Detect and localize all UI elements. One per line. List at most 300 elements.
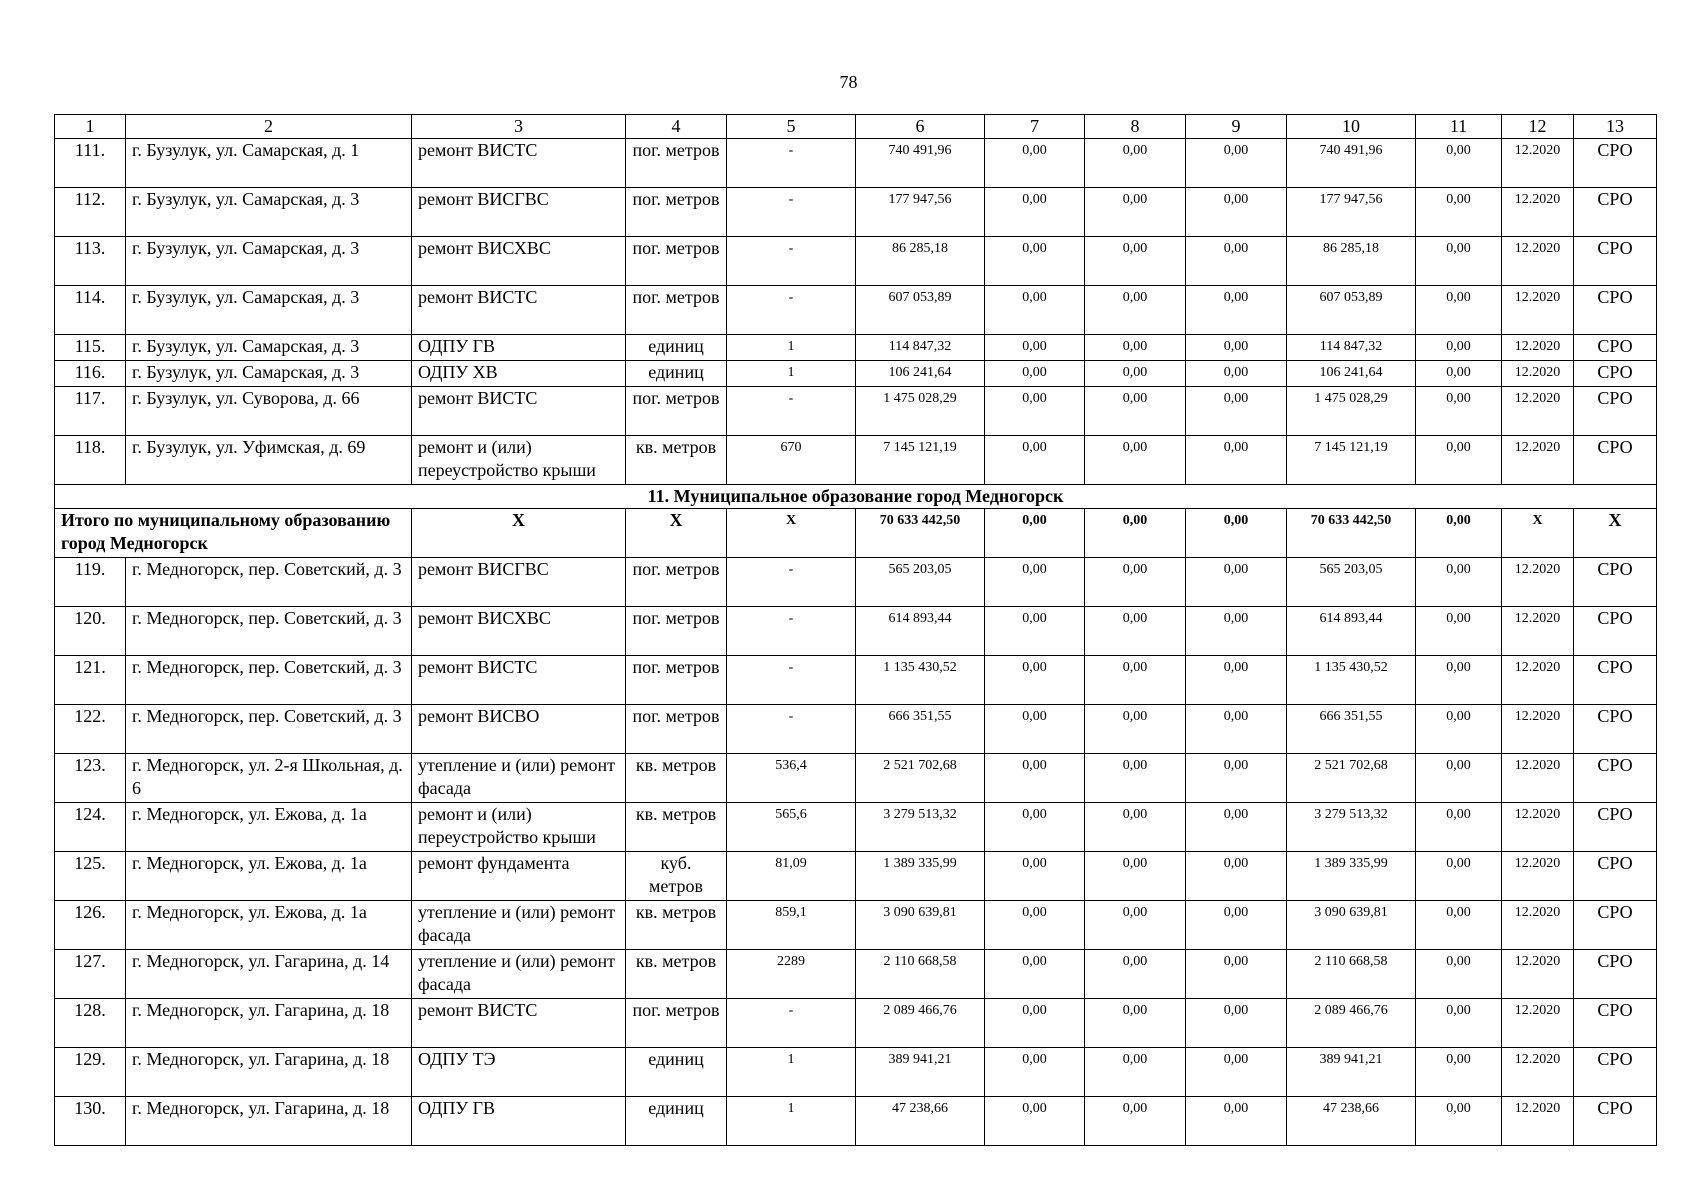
fund-cost-cell: 106 241,64 [1287,361,1416,387]
operator-cell: СРО [1574,558,1657,607]
quantity-cell: - [727,286,856,335]
col11-cell: 0,00 [1416,558,1502,607]
col11-cell: 0,00 [1416,754,1502,803]
fund-cost-cell: 3 090 639,81 [1287,901,1416,950]
col7-cell: 0,00 [985,803,1085,852]
total-col11: 0,00 [1416,509,1502,558]
row-number: 116. [55,361,126,387]
col8-cell: 0,00 [1085,852,1186,901]
col9-cell: 0,00 [1186,705,1287,754]
operator-cell: СРО [1574,803,1657,852]
deadline-cell: 12.2020 [1502,436,1574,485]
col11-cell: 0,00 [1416,705,1502,754]
quantity-cell: - [727,237,856,286]
col8-cell: 0,00 [1085,361,1186,387]
quantity-cell: - [727,656,856,705]
operator-cell: СРО [1574,335,1657,361]
table-row [55,361,1657,387]
col11-cell: 0,00 [1416,999,1502,1048]
unit-cell: кв. метров [626,754,727,803]
row-number: 113. [55,237,126,286]
col11-cell: 0,00 [1416,139,1502,188]
address-cell: г. Бузулук, ул. Самарская, д. 1 [126,139,412,188]
work-type-cell: ремонт ВИСХВС [412,607,626,656]
table-row [55,558,1657,607]
col8-cell: 0,00 [1085,188,1186,237]
fund-cost-cell: 666 351,55 [1287,705,1416,754]
unit-cell: единиц [626,361,727,387]
work-type-cell: ремонт и (или) переустройство крыши [412,803,626,852]
column-header-11: 11 [1416,115,1502,139]
row-number: 127. [55,950,126,999]
deadline-cell: 12.2020 [1502,656,1574,705]
column-header-10: 10 [1287,115,1416,139]
col11-cell: 0,00 [1416,803,1502,852]
fund-cost-cell: 607 053,89 [1287,286,1416,335]
col9-cell: 0,00 [1186,1097,1287,1146]
table-row [55,656,1657,705]
col11-cell: 0,00 [1416,656,1502,705]
page-number: 78 [839,72,858,92]
unit-cell: кв. метров [626,950,727,999]
operator-cell: СРО [1574,361,1657,387]
row-number: 118. [55,436,126,485]
row-number: 120. [55,607,126,656]
total-cost-cell: 607 053,89 [856,286,985,335]
row-number: 114. [55,286,126,335]
unit-cell: пог. метров [626,607,727,656]
quantity-cell: 565,6 [727,803,856,852]
fund-cost-cell: 2 521 702,68 [1287,754,1416,803]
total-cost-cell: 565 203,05 [856,558,985,607]
work-type-cell: ремонт ВИСВО [412,705,626,754]
col11-cell: 0,00 [1416,335,1502,361]
work-type-cell: ремонт ВИСТС [412,286,626,335]
col11-cell: 0,00 [1416,387,1502,436]
operator-cell: СРО [1574,237,1657,286]
unit-cell: пог. метров [626,999,727,1048]
address-cell: г. Медногорск, ул. 2-я Школьная, д. 6 [126,754,412,803]
work-type-cell: ремонт фундамента [412,852,626,901]
col7-cell: 0,00 [985,387,1085,436]
col7-cell: 0,00 [985,754,1085,803]
deadline-cell: 12.2020 [1502,803,1574,852]
table-row [55,139,1657,188]
col8-cell: 0,00 [1085,754,1186,803]
table-row [55,705,1657,754]
quantity-cell: - [727,387,856,436]
row-number: 119. [55,558,126,607]
deadline-cell: 12.2020 [1502,387,1574,436]
table-row [55,803,1657,852]
section-title-row [55,485,1657,509]
column-number-row [55,115,1657,139]
address-cell: г. Медногорск, пер. Советский, д. 3 [126,607,412,656]
total-cost-cell: 666 351,55 [856,705,985,754]
col9-cell: 0,00 [1186,286,1287,335]
fund-cost-cell: 1 135 430,52 [1287,656,1416,705]
row-number: 122. [55,705,126,754]
deadline-cell: 12.2020 [1502,999,1574,1048]
table-row [55,286,1657,335]
row-number: 117. [55,387,126,436]
work-type-cell: ремонт ВИСТС [412,656,626,705]
address-cell: г. Медногорск, пер. Советский, д. 3 [126,558,412,607]
table-row [55,607,1657,656]
col8-cell: 0,00 [1085,803,1186,852]
table-row [55,1048,1657,1097]
row-number: 111. [55,139,126,188]
deadline-cell: 12.2020 [1502,950,1574,999]
col9-cell: 0,00 [1186,188,1287,237]
deadline-cell: 12.2020 [1502,335,1574,361]
address-cell: г. Бузулук, ул. Самарская, д. 3 [126,237,412,286]
fund-cost-cell: 3 279 513,32 [1287,803,1416,852]
col7-cell: 0,00 [985,999,1085,1048]
col9-cell: 0,00 [1186,901,1287,950]
col9-cell: 0,00 [1186,950,1287,999]
row-number: 130. [55,1097,126,1146]
fund-cost-cell: 1 475 028,29 [1287,387,1416,436]
quantity-cell: 859,1 [727,901,856,950]
col11-cell: 0,00 [1416,1048,1502,1097]
col11-cell: 0,00 [1416,607,1502,656]
total-cost-cell: 2 521 702,68 [856,754,985,803]
total-cost-cell: 177 947,56 [856,188,985,237]
column-header-12: 12 [1502,115,1574,139]
column-header-2: 2 [126,115,412,139]
col9-cell: 0,00 [1186,387,1287,436]
deadline-cell: 12.2020 [1502,361,1574,387]
deadline-cell: 12.2020 [1502,188,1574,237]
work-type-cell: ремонт ВИСГВС [412,558,626,607]
address-cell: г. Медногорск, ул. Гагарина, д. 18 [126,1097,412,1146]
work-type-cell: ремонт и (или) переустройство крыши [412,436,626,485]
col7-cell: 0,00 [985,335,1085,361]
col11-cell: 0,00 [1416,901,1502,950]
deadline-cell: 12.2020 [1502,286,1574,335]
col11-cell: 0,00 [1416,950,1502,999]
unit-cell: пог. метров [626,558,727,607]
row-number: 129. [55,1048,126,1097]
address-cell: г. Бузулук, ул. Самарская, д. 3 [126,361,412,387]
deadline-cell: 12.2020 [1502,607,1574,656]
address-cell: г. Медногорск, ул. Гагарина, д. 18 [126,1048,412,1097]
operator-cell: СРО [1574,436,1657,485]
col9-cell: 0,00 [1186,607,1287,656]
address-cell: г. Бузулук, ул. Самарская, д. 3 [126,286,412,335]
col9-cell: 0,00 [1186,999,1287,1048]
col9-cell: 0,00 [1186,754,1287,803]
section-title: 11. Муниципальное образование город Медногорск [55,485,1657,509]
deadline-cell: 12.2020 [1502,1048,1574,1097]
fund-cost-cell: 177 947,56 [1287,188,1416,237]
fund-cost-cell: 2 089 466,76 [1287,999,1416,1048]
unit-cell: пог. метров [626,387,727,436]
total-cost-cell: 1 475 028,29 [856,387,985,436]
work-type-cell: утепление и (или) ремонт фасада [412,901,626,950]
column-header-1: 1 [55,115,126,139]
total-cost-cell: 740 491,96 [856,139,985,188]
row-number: 123. [55,754,126,803]
fund-cost-cell: 7 145 121,19 [1287,436,1416,485]
fund-cost-cell: 47 238,66 [1287,1097,1416,1146]
operator-cell: СРО [1574,901,1657,950]
total-col13: Х [1574,509,1657,558]
row-number: 124. [55,803,126,852]
operator-cell: СРО [1574,188,1657,237]
table-row [55,1097,1657,1146]
address-cell: г. Медногорск, ул. Гагарина, д. 18 [126,999,412,1048]
unit-cell: кв. метров [626,803,727,852]
col8-cell: 0,00 [1085,387,1186,436]
total-col10: 70 633 442,50 [1287,509,1416,558]
total-row [55,509,1657,558]
col7-cell: 0,00 [985,705,1085,754]
col9-cell: 0,00 [1186,139,1287,188]
address-cell: г. Бузулук, ул. Суворова, д. 66 [126,387,412,436]
work-type-cell: утепление и (или) ремонт фасада [412,754,626,803]
col8-cell: 0,00 [1085,1048,1186,1097]
address-cell: г. Медногорск, ул. Ежова, д. 1а [126,901,412,950]
row-number: 126. [55,901,126,950]
table-row [55,852,1657,901]
quantity-cell: - [727,999,856,1048]
col7-cell: 0,00 [985,361,1085,387]
unit-cell: единиц [626,335,727,361]
work-type-cell: ремонт ВИСГВС [412,188,626,237]
address-cell: г. Бузулук, ул. Уфимская, д. 69 [126,436,412,485]
quantity-cell: 81,09 [727,852,856,901]
operator-cell: СРО [1574,1048,1657,1097]
col9-cell: 0,00 [1186,1048,1287,1097]
total-cost-cell: 389 941,21 [856,1048,985,1097]
table-row [55,436,1657,485]
fund-cost-cell: 86 285,18 [1287,237,1416,286]
total-cost-cell: 3 090 639,81 [856,901,985,950]
total-cost-cell: 1 389 335,99 [856,852,985,901]
total-cost-cell: 2 089 466,76 [856,999,985,1048]
deadline-cell: 12.2020 [1502,901,1574,950]
col11-cell: 0,00 [1416,188,1502,237]
unit-cell: единиц [626,1048,727,1097]
total-col12: Х [1502,509,1574,558]
total-cost-cell: 106 241,64 [856,361,985,387]
col8-cell: 0,00 [1085,335,1186,361]
col8-cell: 0,00 [1085,705,1186,754]
operator-cell: СРО [1574,705,1657,754]
deadline-cell: 12.2020 [1502,1097,1574,1146]
work-type-cell: ремонт ВИСТС [412,387,626,436]
fund-cost-cell: 114 847,32 [1287,335,1416,361]
unit-cell: кв. метров [626,436,727,485]
table-row [55,950,1657,999]
deadline-cell: 12.2020 [1502,705,1574,754]
table-row [55,901,1657,950]
unit-cell: пог. метров [626,705,727,754]
quantity-cell: 1 [727,1048,856,1097]
total-cost-cell: 86 285,18 [856,237,985,286]
fund-cost-cell: 1 389 335,99 [1287,852,1416,901]
total-col7: 0,00 [985,509,1085,558]
col7-cell: 0,00 [985,558,1085,607]
col8-cell: 0,00 [1085,901,1186,950]
deadline-cell: 12.2020 [1502,754,1574,803]
column-header-9: 9 [1186,115,1287,139]
fund-cost-cell: 389 941,21 [1287,1048,1416,1097]
operator-cell: СРО [1574,1097,1657,1146]
quantity-cell: - [727,558,856,607]
col11-cell: 0,00 [1416,436,1502,485]
address-cell: г. Медногорск, ул. Ежова, д. 1а [126,852,412,901]
col7-cell: 0,00 [985,901,1085,950]
row-number: 115. [55,335,126,361]
unit-cell: пог. метров [626,188,727,237]
col9-cell: 0,00 [1186,335,1287,361]
quantity-cell: 670 [727,436,856,485]
row-number: 112. [55,188,126,237]
operator-cell: СРО [1574,656,1657,705]
operator-cell: СРО [1574,754,1657,803]
total-cost-cell: 1 135 430,52 [856,656,985,705]
operator-cell: СРО [1574,286,1657,335]
col8-cell: 0,00 [1085,607,1186,656]
col7-cell: 0,00 [985,607,1085,656]
operator-cell: СРО [1574,607,1657,656]
col7-cell: 0,00 [985,188,1085,237]
col8-cell: 0,00 [1085,237,1186,286]
quantity-cell: 536,4 [727,754,856,803]
unit-cell: кв. метров [626,901,727,950]
address-cell: г. Бузулук, ул. Самарская, д. 3 [126,335,412,361]
work-type-cell: ремонт ВИСТС [412,139,626,188]
quantity-cell: - [727,705,856,754]
work-type-cell: ОДПУ ТЭ [412,1048,626,1097]
col8-cell: 0,00 [1085,999,1186,1048]
column-header-13: 13 [1574,115,1657,139]
column-header-7: 7 [985,115,1085,139]
operator-cell: СРО [1574,950,1657,999]
col9-cell: 0,00 [1186,656,1287,705]
unit-cell: единиц [626,1097,727,1146]
work-type-cell: утепление и (или) ремонт фасада [412,950,626,999]
quantity-cell: 1 [727,335,856,361]
row-number: 128. [55,999,126,1048]
col9-cell: 0,00 [1186,237,1287,286]
quantity-cell: 1 [727,361,856,387]
total-col3: Х [412,509,626,558]
work-type-cell: ОДПУ ХВ [412,361,626,387]
work-type-cell: ремонт ВИСТС [412,999,626,1048]
total-col6: 70 633 442,50 [856,509,985,558]
operator-cell: СРО [1574,139,1657,188]
col7-cell: 0,00 [985,656,1085,705]
table-row [55,387,1657,436]
col9-cell: 0,00 [1186,852,1287,901]
col11-cell: 0,00 [1416,286,1502,335]
unit-cell: пог. метров [626,237,727,286]
col7-cell: 0,00 [985,950,1085,999]
address-cell: г. Медногорск, пер. Советский, д. 3 [126,705,412,754]
work-type-cell: ОДПУ ГВ [412,1097,626,1146]
table-row [55,237,1657,286]
total-cost-cell: 47 238,66 [856,1097,985,1146]
total-col8: 0,00 [1085,509,1186,558]
col7-cell: 0,00 [985,1097,1085,1146]
column-header-5: 5 [727,115,856,139]
unit-cell: пог. метров [626,656,727,705]
operator-cell: СРО [1574,387,1657,436]
table-row [55,999,1657,1048]
capital-repair-table [54,114,1657,1146]
row-number: 121. [55,656,126,705]
quantity-cell: - [727,188,856,237]
col7-cell: 0,00 [985,436,1085,485]
col7-cell: 0,00 [985,1048,1085,1097]
column-header-4: 4 [626,115,727,139]
col8-cell: 0,00 [1085,436,1186,485]
address-cell: г. Медногорск, ул. Гагарина, д. 14 [126,950,412,999]
address-cell: г. Бузулук, ул. Самарская, д. 3 [126,188,412,237]
work-type-cell: ОДПУ ГВ [412,335,626,361]
unit-cell: пог. метров [626,286,727,335]
address-cell: г. Медногорск, ул. Ежова, д. 1а [126,803,412,852]
total-cost-cell: 614 893,44 [856,607,985,656]
deadline-cell: 12.2020 [1502,558,1574,607]
col11-cell: 0,00 [1416,1097,1502,1146]
col8-cell: 0,00 [1085,656,1186,705]
table-row [55,188,1657,237]
col7-cell: 0,00 [985,852,1085,901]
fund-cost-cell: 740 491,96 [1287,139,1416,188]
quantity-cell: 2289 [727,950,856,999]
col8-cell: 0,00 [1085,950,1186,999]
deadline-cell: 12.2020 [1502,852,1574,901]
col8-cell: 0,00 [1085,558,1186,607]
deadline-cell: 12.2020 [1502,139,1574,188]
deadline-cell: 12.2020 [1502,237,1574,286]
col8-cell: 0,00 [1085,139,1186,188]
quantity-cell: 1 [727,1097,856,1146]
total-col5: Х [727,509,856,558]
work-type-cell: ремонт ВИСХВС [412,237,626,286]
table-row [55,335,1657,361]
total-cost-cell: 2 110 668,58 [856,950,985,999]
quantity-cell: - [727,607,856,656]
col11-cell: 0,00 [1416,361,1502,387]
total-col9: 0,00 [1186,509,1287,558]
address-cell: г. Медногорск, пер. Советский, д. 3 [126,656,412,705]
total-cost-cell: 114 847,32 [856,335,985,361]
unit-cell: пог. метров [626,139,727,188]
col9-cell: 0,00 [1186,436,1287,485]
col9-cell: 0,00 [1186,558,1287,607]
column-header-6: 6 [856,115,985,139]
fund-cost-cell: 2 110 668,58 [1287,950,1416,999]
unit-cell: куб. метров [626,852,727,901]
col9-cell: 0,00 [1186,361,1287,387]
fund-cost-cell: 565 203,05 [1287,558,1416,607]
col8-cell: 0,00 [1085,1097,1186,1146]
col9-cell: 0,00 [1186,803,1287,852]
total-label: Итого по муниципальному образованию город Медногорск [55,509,412,558]
col7-cell: 0,00 [985,286,1085,335]
operator-cell: СРО [1574,999,1657,1048]
total-cost-cell: 7 145 121,19 [856,436,985,485]
column-header-8: 8 [1085,115,1186,139]
row-number: 125. [55,852,126,901]
col8-cell: 0,00 [1085,286,1186,335]
